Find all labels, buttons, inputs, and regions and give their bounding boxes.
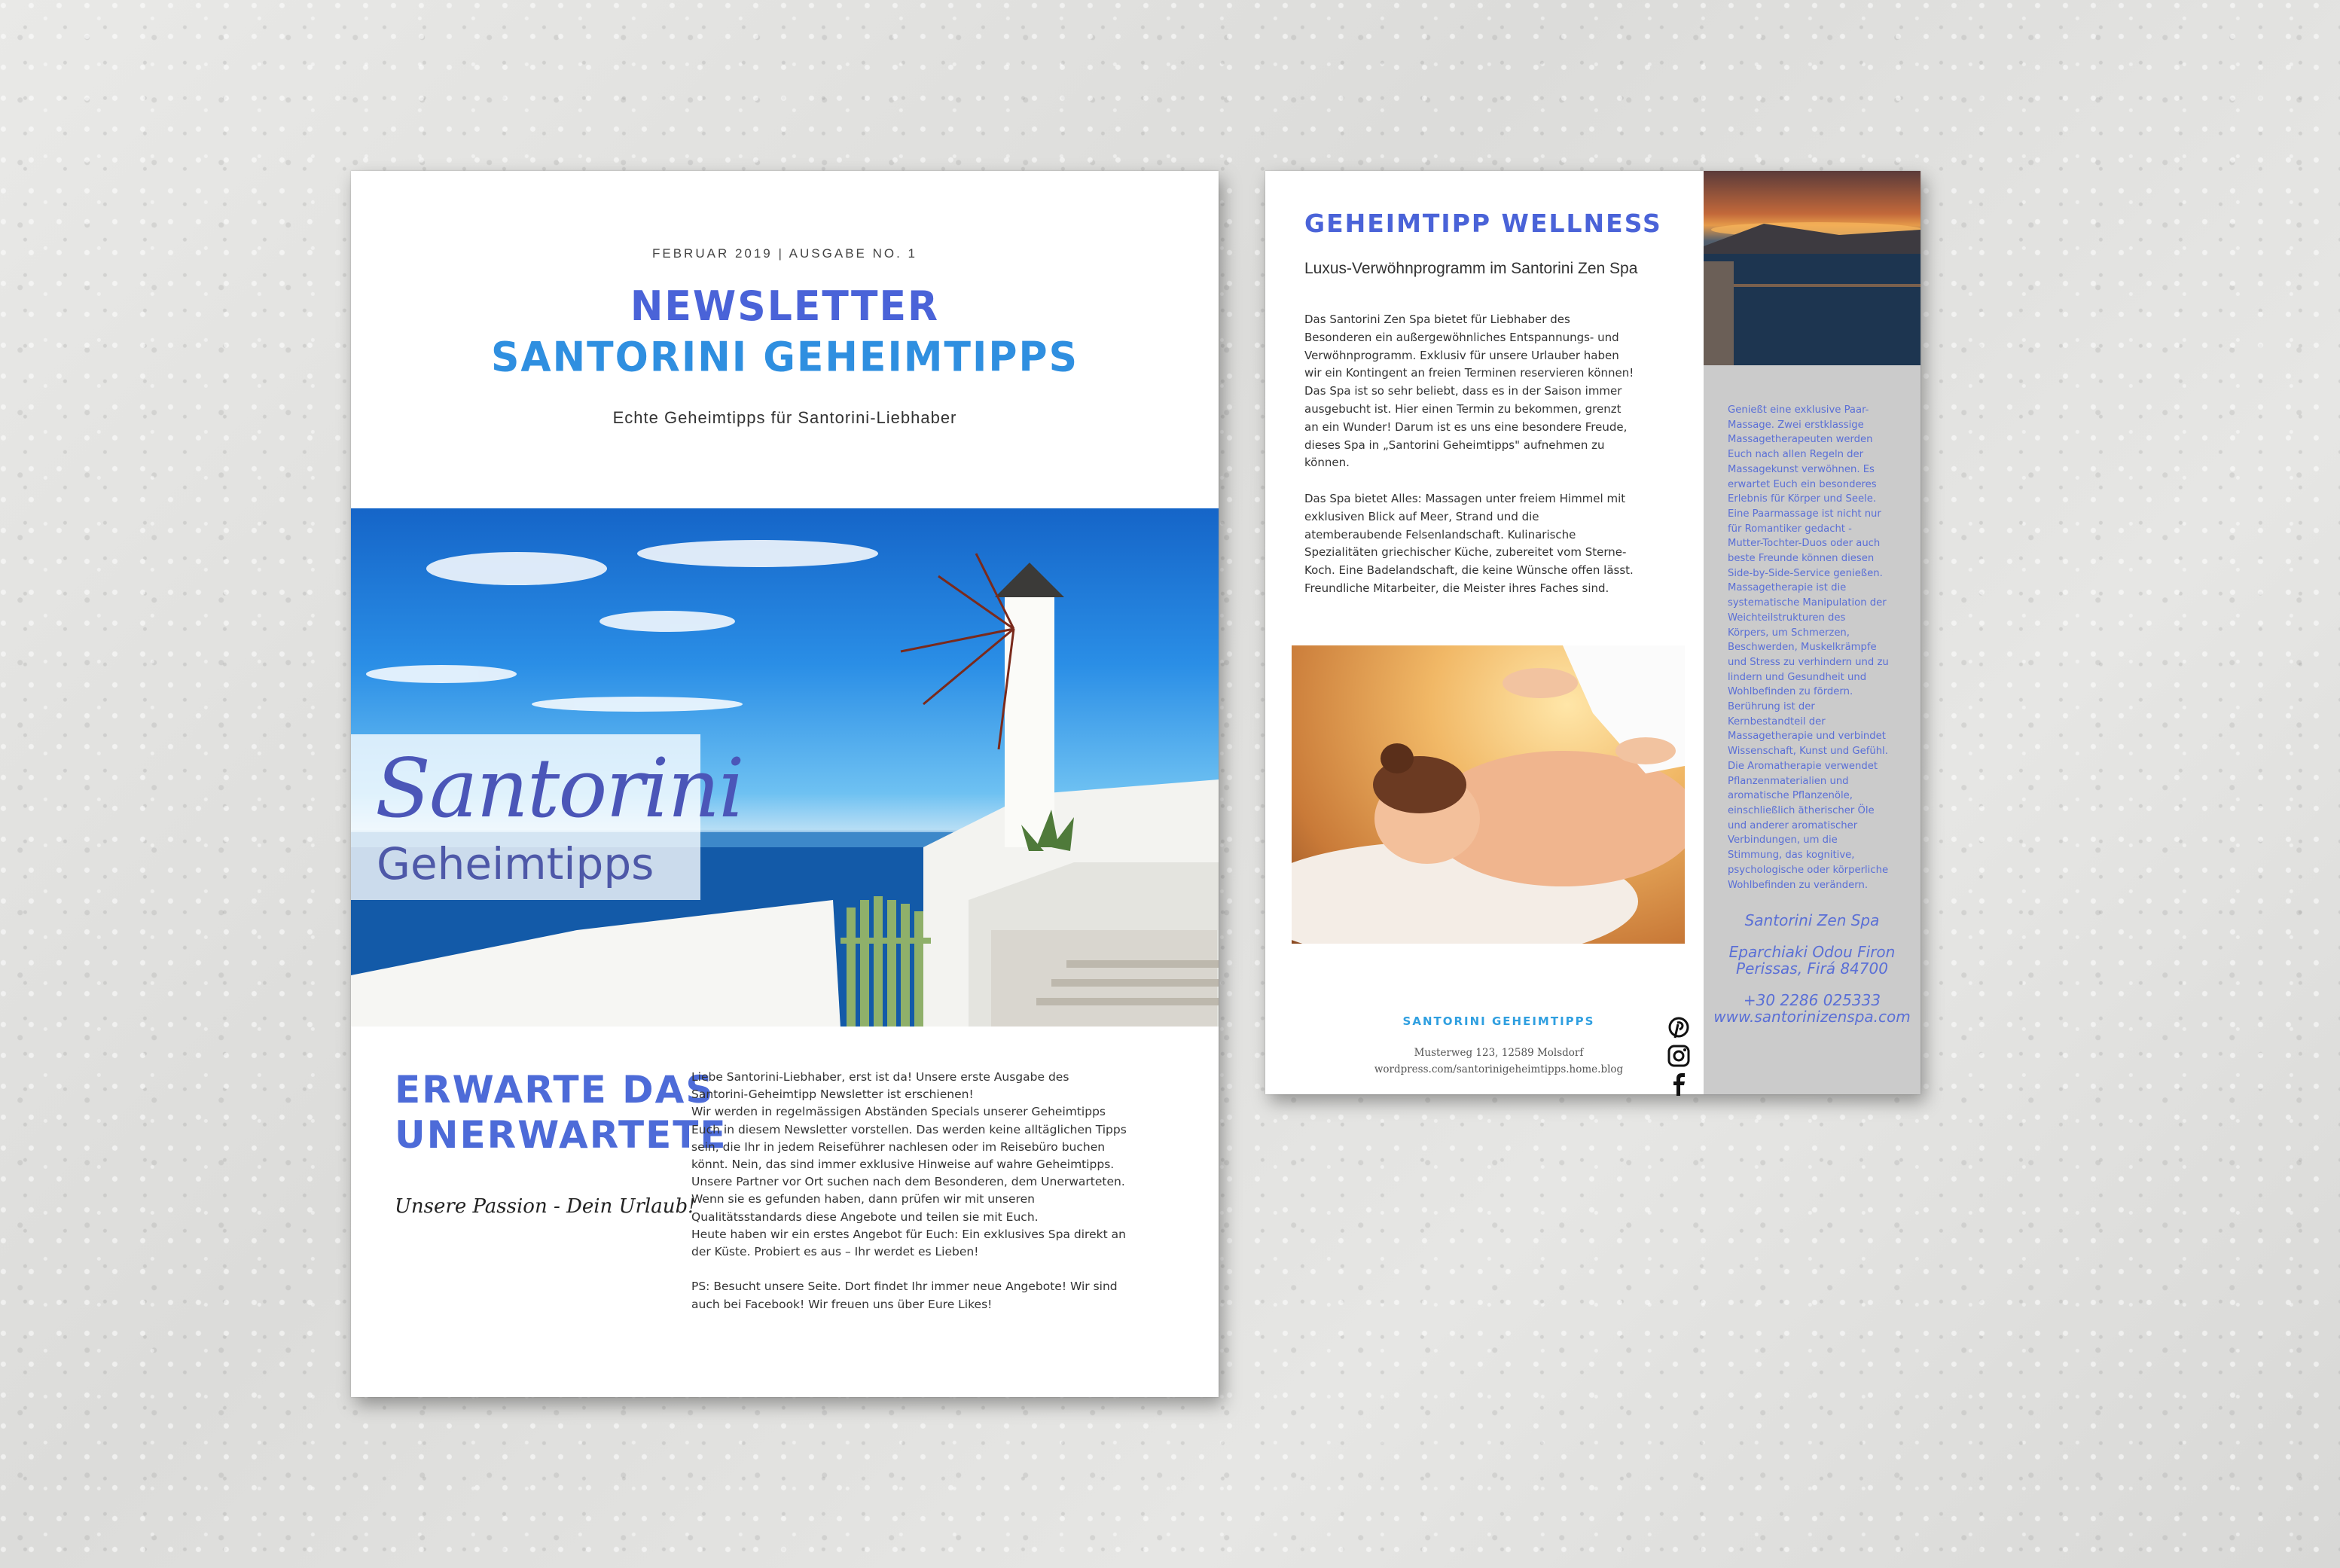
- contact-phone: +30 2286 025333: [1743, 991, 1881, 1009]
- footer-address: Musterweg 123, 12589 Molsdorf wordpress.com/santorinigeheimtipps.home.blog: [1374, 1047, 1624, 1075]
- newsletter-title: [351, 282, 1219, 383]
- hero-image: [351, 508, 1219, 1027]
- pinterest-icon[interactable]: [1666, 1014, 1692, 1040]
- headline-line-1: ERWARTE DAS: [395, 1068, 715, 1112]
- sunset-scene: [1704, 171, 1921, 365]
- section-headline: [395, 1067, 727, 1158]
- massage-scene: [1292, 645, 1685, 944]
- hero-script-title: Santorini: [375, 742, 743, 836]
- social-icons: [1666, 1014, 1692, 1100]
- contact-address-line-1: Eparchiaki Odou Firon: [1728, 943, 1896, 961]
- newsletter-page-1: [351, 171, 1219, 1397]
- hero-label-box: [351, 734, 743, 900]
- wellness-subtitle: Luxus-Verwöhnprogramm im Santorini Zen Spa: [1304, 260, 1638, 277]
- newsletter-page-2: [1265, 171, 1921, 1094]
- massage-photo: [1292, 645, 1685, 944]
- wellness-title: GEHEIMTIPP WELLNESS: [1304, 209, 1662, 238]
- title-line-2: SANTORINI GEHEIMTIPPS: [490, 334, 1079, 382]
- intro-body-text: Liebe Santorini-Liebhaber, erst ist da! Unsere erste Ausgabe des Santorini-Geheimtipp Newsletter ist erschienen! Wir werden in regelmässigen Abständen Specials unserer Geheimtipps Euch in diesem Newsletter vorstellen. Das werden keine alltäglichen Tipps sein, die Ihr in jedem Reiseführer nachlesen oder im Reisebüro buchen könnt. Nein, das sind immer exklusive Hinweise auf wahre Geheimtipps. Unsere Partner vor Ort suchen nach dem Besonderen, dem Unerwarteten. Wenn sie es gefunden haben, dann prüfen wir mit unseren Qualitätsstandards diese Angebote und teilen sie mit Euch. Heute haben wir ein erstes Angebot für Euch: Ein exklusives Spa direkt an der Küste. Probiert es aus – Ihr werdet es Lieben! PS: Besucht unsere Seite. Dort findet Ihr immer neue Angebote! Wir sind auch bei Facebook! Wir freuen uns über Eure Likes!: [691, 1070, 1127, 1311]
- facebook-icon[interactable]: [1666, 1072, 1692, 1097]
- motto: Unsere Passion - Dein Urlaub!: [395, 1195, 696, 1218]
- wellness-body-text: Das Santorini Zen Spa bietet für Liebhaber des Besonderen ein außergewöhnliches Entspannungs- und Verwöhnprogramm. Exklusiv für unsere Urlauber haben wir ein Kontingent an freien Terminen reservieren können! Das Spa ist so sehr beliebt, dass es in der Saison immer ausgebucht ist. Hier einen Termin zu bekommen, grenzt an ein Wunder! Darum ist es uns eine besondere Freude, dieses Spa in „Santorini Geheimtipps" aufnehmen zu können. Das Spa bietet Alles: Massagen unter freiem Himmel mit exklusiven Blick auf Meer, Strand und die atemberaubende Felsenlandschaft. Kulinarische Spezialitäten griechischer Küche, zubereitet vom Sterne- Koch. Eine Badelandschaft, die keine Wünsche offen lässt. Freundliche Mitarbeiter, die Meister ihres Faches sind.: [1304, 313, 1634, 595]
- instagram-icon[interactable]: [1666, 1043, 1692, 1069]
- sunset-pool-image: [1704, 171, 1921, 365]
- hero-subtitle: Geheimtipps: [377, 838, 654, 889]
- contact-address-line-2: Perissas, Firá 84700: [1736, 959, 1888, 978]
- footer-title: SANTORINI GEHEIMTIPPS: [1402, 1014, 1595, 1028]
- issue-line: FEBRUAR 2019 | AUSGABE NO. 1: [651, 246, 917, 261]
- newsletter-subtitle: Echte Geheimtipps für Santorini-Liebhaber: [612, 408, 957, 427]
- title-line-1: NEWSLETTER: [630, 282, 940, 331]
- contact-name: Santorini Zen Spa: [1744, 911, 1880, 929]
- contact-website: www.santorinizenspa.com: [1713, 1008, 1911, 1026]
- headline-line-2: UNERWARTETE: [395, 1113, 728, 1157]
- sidebar-panel: [1704, 365, 1921, 1094]
- sidebar-body-text: Genießt eine exklusive Paar- Massage. Zwei erstklassige Massagetherapeuten werden Euch nach allen Regeln der Massagekunst verwöhnen. Es erwartet Euch ein besonderes Erlebnis für Körper und Seele. Eine Paarmassage ist nicht nur für Romantiker gedacht - Mutter-Tochter-Duos oder auch beste Freunde können diesen Side-by-Side-Service genießen. Massagetherapie ist die systematische Manipulation der Weichteilstrukturen des Körpers, um Schmerzen, Beschwerden, Muskelkrämpfe und Stress zu verhindern und zu lindern und Gesundheit und Wohlbefinden zu fördern. Berührung ist der Kernbestandteil der Massagetherapie und verbindet Wissenschaft, Kunst und Gefühl. Die Aromatherapie verwendet Pflanzenmaterialien und aromatische Pflanzenöle, einschließlich ätherischer Öle und anderer aromatischer Verbindungen, um die Stimmung, das kognitive, psychologische oder körperliche Wohlbefinden zu verändern.: [1728, 404, 1889, 891]
